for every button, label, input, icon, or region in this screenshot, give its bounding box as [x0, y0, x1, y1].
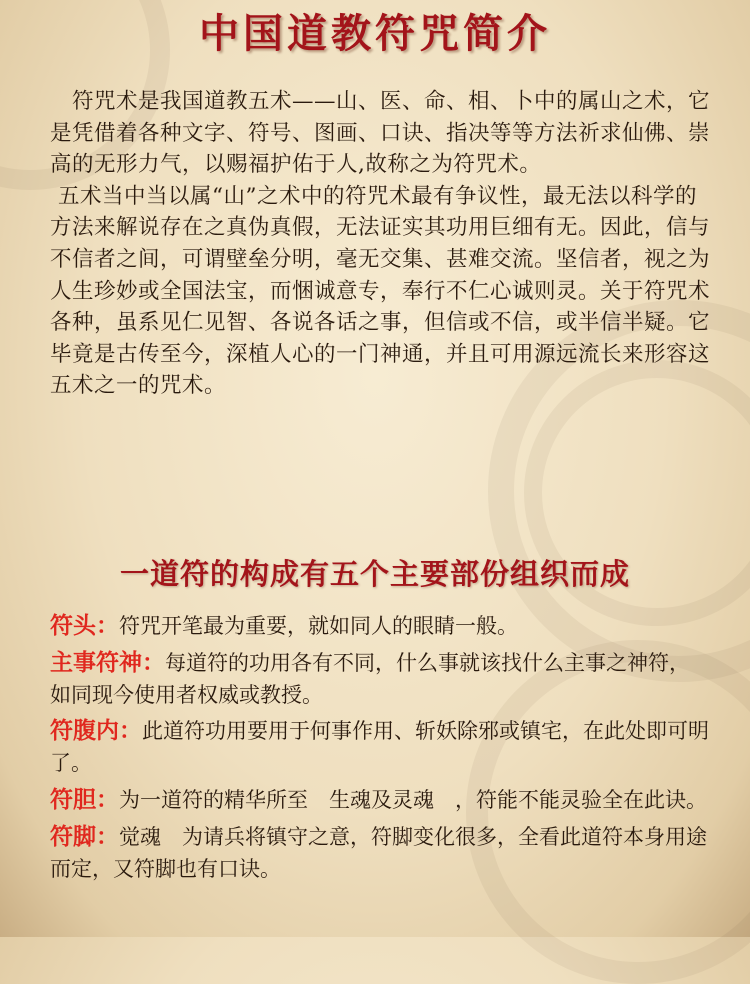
intro-paragraph-1: 符咒术是我国道教五术——山、医、命、相、卜中的属山之术，它是凭借着各种文字、符号、图画、口诀、指决等等方法祈求仙佛、崇高的无形力气，以赐福护佑于人,故称之为符咒术。 — [50, 89, 711, 178]
list-item-talisman-head — [50, 610, 710, 643]
intro-section — [50, 86, 710, 402]
list-item-presiding-deity — [50, 647, 710, 712]
part-description: 此道符功用要用于何事作用、斩妖除邪或镇宅，在此处即可明了。 — [50, 719, 709, 776]
part-term: 主事符神： — [50, 648, 165, 676]
part-term: 符脚： — [50, 822, 119, 850]
part-description: 符咒开笔最为重要，就如同人的眼睛一般。 — [119, 614, 518, 638]
part-description: 为一道符的精华所至 生魂及灵魂 ，符能不能灵验全在此诀。 — [119, 787, 707, 812]
part-term: 符头： — [50, 612, 119, 639]
part-description: 每道符的功用各有不同，什么事就该找什么主事之神符，如同现今使用者权威或教授。 — [50, 650, 690, 707]
part-term: 符腹内： — [50, 717, 142, 745]
list-item-talisman-gall — [50, 784, 710, 817]
part-term: 符胆： — [50, 785, 119, 813]
intro-paragraph-2: 五术当中当以属“山”之术中的符咒术最有争议性，最无法以科学的方法来解说存在之真伪真假，无法证实其功用巨细有无。因此，信与不信者之间，可谓壁垒分明，毫无交集、甚难交流。坚信者，视之为人生珍妙或全国法宝，而悃诚意专，奉行不仁心诚则灵。关于符咒术各种，虽系见仁见智、各说各话之事，但信或不信，或半信半疑。它毕竟是古传至今，深植人心的一门神通，并且可用源远流长来形容这五术之一的咒术。 — [50, 183, 711, 399]
page-title: 中国道教符咒简介 — [199, 10, 551, 57]
list-item-talisman-foot — [50, 821, 710, 886]
part-description: 觉魂 为请兵将镇守之意，符脚变化很多，全看此道符本身用途而定，又符脚也有口诀。 — [50, 824, 707, 881]
list-item-talisman-belly — [50, 715, 710, 780]
section-subtitle: 一道符的构成有五个主要部份组织而成 — [119, 557, 630, 591]
talisman-parts-list — [50, 610, 710, 889]
